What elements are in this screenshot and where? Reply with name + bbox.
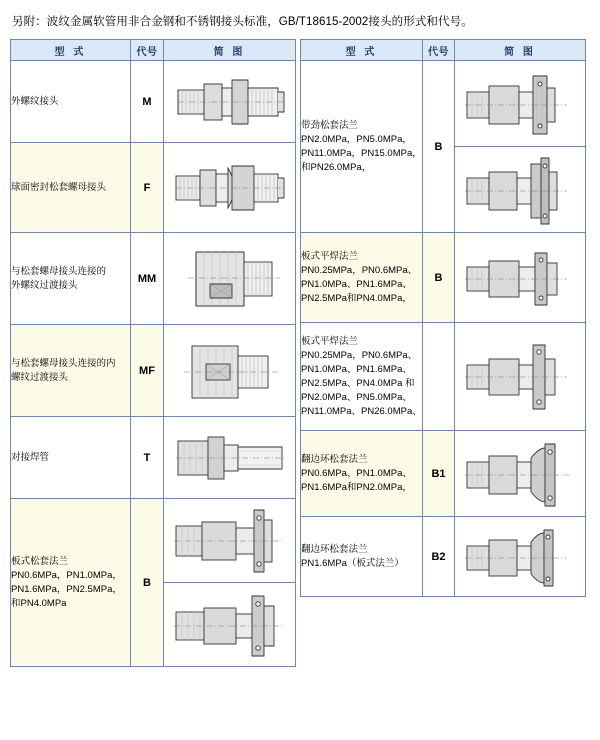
table-header-row — [11, 40, 296, 61]
row-label: 与松套螺母接头连接的内 螺纹过渡接头 — [11, 325, 131, 417]
header-figure: 简 图 — [455, 40, 586, 61]
row-code: B1 — [423, 431, 455, 517]
flared-ring-lap-flange-icon — [461, 434, 579, 514]
row-figure — [164, 499, 296, 583]
table-row — [11, 233, 296, 325]
plate-slip-on-flange-2-icon — [461, 329, 579, 425]
table-row — [11, 325, 296, 417]
row-figure — [455, 233, 586, 323]
plate-lap-joint-flange-2-icon — [170, 586, 290, 664]
page-title: 另附：波纹金属软管用非合金钢和不锈钢接头标准，GB/T18615-2002接头的形式和代号。 — [12, 16, 473, 28]
row-figure — [164, 61, 296, 143]
row-code: T — [131, 417, 164, 499]
row-figure — [455, 517, 586, 597]
row-figure — [455, 147, 586, 233]
male-transition-connector-icon — [170, 238, 290, 320]
row-figure — [164, 417, 296, 499]
row-figure — [164, 583, 296, 667]
row-figure — [164, 325, 296, 417]
row-label: 球面密封松套螺母接头 — [11, 143, 131, 233]
row-figure — [455, 323, 586, 431]
table-row — [301, 323, 586, 431]
table-header-row — [301, 40, 586, 61]
right-spec-table — [300, 39, 586, 597]
ribbed-lap-joint-flange-2-icon — [461, 150, 579, 230]
header-type: 型 式 — [301, 40, 423, 61]
row-code: MF — [131, 325, 164, 417]
row-label: 带劲松套法兰 PN2.0MPa，PN5.0MPa， PN11.0MPa，PN15.0MPa， 和PN26.0MPa， — [301, 61, 423, 233]
table-row — [11, 499, 296, 583]
row-label: 翻边环松套法兰 PN0.6MPa、PN1.0MPa、 PN1.6MPa和PN2.0MPa， — [301, 431, 423, 517]
row-code: B2 — [423, 517, 455, 597]
tables-container — [10, 39, 590, 667]
butt-weld-pipe-icon — [170, 421, 290, 495]
row-figure — [164, 143, 296, 233]
row-figure — [455, 431, 586, 517]
table-row — [301, 61, 586, 147]
table-row — [301, 233, 586, 323]
row-code: B — [423, 233, 455, 323]
table-row — [11, 61, 296, 143]
row-label: 对接焊管 — [11, 417, 131, 499]
row-label: 板式平焊法兰 PN0.25MPa，PN0.6MPa、 PN1.0MPa、PN1.6MPa、 PN2.5MPa、PN4.0MPa 和 PN2.0MPa、PN5.0MPa、 PN11.0MPa、PN26.0MPa、 — [301, 323, 423, 431]
row-code — [423, 323, 455, 431]
table-row — [301, 517, 586, 597]
table-row — [11, 417, 296, 499]
row-code: M — [131, 61, 164, 143]
header-code: 代号 — [131, 40, 164, 61]
row-label: 翻边环松套法兰 PN1.6MPa（板式法兰） — [301, 517, 423, 597]
row-figure — [455, 61, 586, 147]
flared-ring-lap-flange-plate-icon — [461, 520, 579, 594]
row-label: 外螺纹接头 — [11, 61, 131, 143]
left-spec-table — [10, 39, 296, 667]
row-figure — [164, 233, 296, 325]
row-code: B — [423, 61, 455, 233]
ribbed-lap-joint-flange-1-icon — [461, 64, 579, 144]
row-label: 与松套螺母接头连接的 外螺纹过渡接头 — [11, 233, 131, 325]
row-label: 板式平焊法兰 PN0.25MPa，PN0.6MPa、 PN1.0MPa、PN1.6MPa、 PN2.5MPa和PN4.0MPa， — [301, 233, 423, 323]
header-type: 型 式 — [11, 40, 131, 61]
row-code: F — [131, 143, 164, 233]
plate-lap-joint-flange-1-icon — [170, 502, 290, 580]
header-code: 代号 — [423, 40, 455, 61]
female-transition-connector-icon — [170, 330, 290, 412]
spherical-seal-union-nut-icon — [170, 148, 290, 228]
table-row — [301, 431, 586, 517]
row-code: MM — [131, 233, 164, 325]
header-figure: 简 图 — [164, 40, 296, 61]
plate-slip-on-flange-1-icon — [461, 237, 579, 319]
table-row — [11, 143, 296, 233]
row-label: 板式松套法兰 PN0.6MPa，PN1.0MPa， PN1.6MPa，PN2.5MPa， 和PN4.0MPa — [11, 499, 131, 667]
row-code: B — [131, 499, 164, 667]
threaded-male-connector-icon — [170, 66, 290, 138]
